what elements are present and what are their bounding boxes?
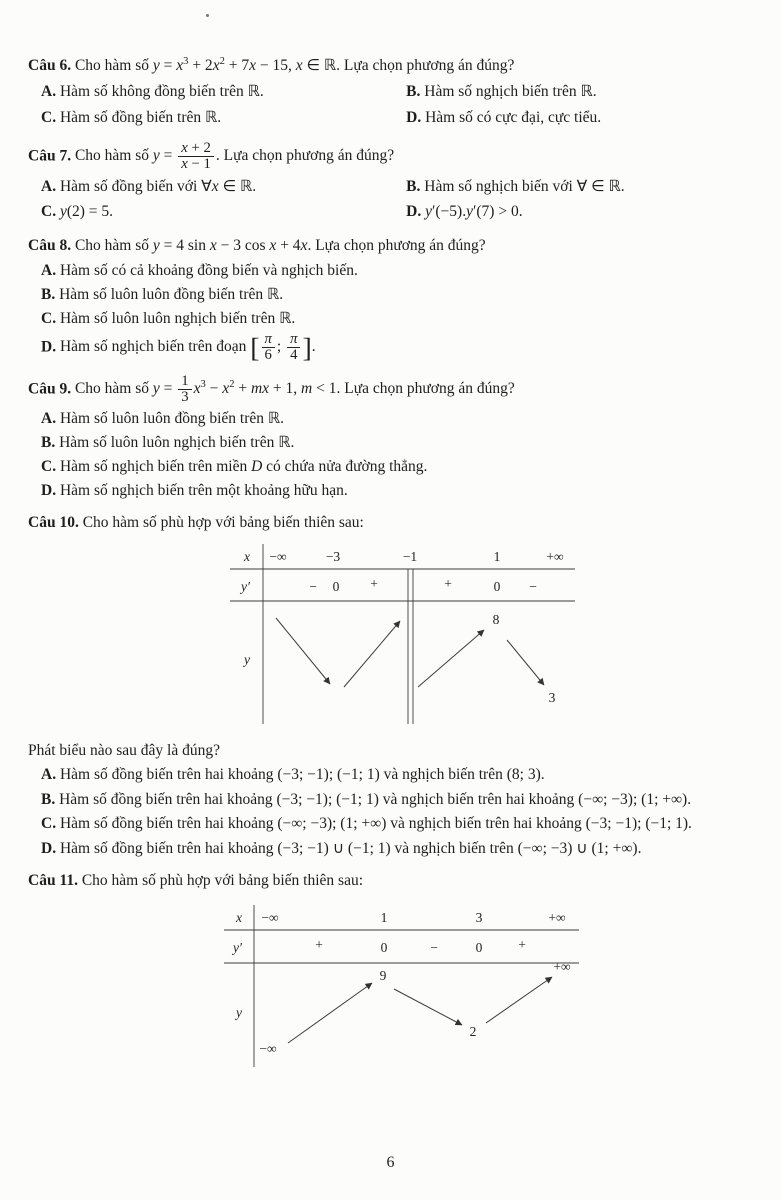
stem-text: Cho hàm số phù hợp với bảng biến thiên sau: bbox=[82, 513, 364, 531]
option-label: A. bbox=[41, 409, 57, 427]
option-text: Hàm số nghịch biến trên miền D có chứa nửa đường thẳng. bbox=[59, 457, 428, 475]
options bbox=[28, 80, 757, 131]
y-end-value: +∞ bbox=[553, 958, 571, 974]
option-label: D. bbox=[406, 203, 422, 221]
row-label-yprime: y′ bbox=[241, 579, 250, 595]
sign: + bbox=[444, 576, 452, 592]
question-number: Câu 8. bbox=[28, 237, 72, 255]
page-number: 6 bbox=[386, 1153, 395, 1171]
option-label: C. bbox=[41, 457, 57, 475]
x-value: +∞ bbox=[548, 909, 566, 925]
x-value: 1 bbox=[380, 909, 388, 925]
question-6 bbox=[28, 54, 757, 131]
option-label: D. bbox=[41, 338, 57, 356]
option-text: Hàm số luôn luôn đồng biến trên ℝ. bbox=[59, 409, 285, 427]
options bbox=[28, 408, 757, 502]
question-stem bbox=[28, 141, 757, 173]
question-number: Câu 11. bbox=[28, 872, 78, 890]
option-b bbox=[406, 81, 757, 103]
option-text: Hàm số luôn luôn nghịch biến trên ℝ. bbox=[59, 309, 296, 327]
option-label: C. bbox=[41, 108, 57, 126]
question-number: Câu 7. bbox=[28, 147, 72, 165]
option-d bbox=[41, 332, 757, 364]
stem-text: Cho hàm số y = $\frac{1}{3}$ $x^3 - x^2$ + mx + 1, m < 1. Lựa chọn phương án đúng? bbox=[74, 372, 515, 406]
row-label-yprime: y′ bbox=[233, 939, 242, 955]
option-label: C. bbox=[41, 203, 57, 221]
option-label: B. bbox=[41, 285, 56, 303]
option-label: C. bbox=[41, 815, 57, 833]
question-stem bbox=[28, 512, 757, 534]
sign: − bbox=[430, 939, 438, 955]
question-stem bbox=[28, 374, 757, 406]
y-max-value: 9 bbox=[379, 967, 387, 983]
option-text: Hàm số có cực đại, cực tiểu. bbox=[425, 108, 602, 126]
question-11 bbox=[28, 870, 757, 1074]
row-label-x: x bbox=[236, 909, 242, 925]
question-stem bbox=[28, 235, 757, 257]
variation-table-svg bbox=[224, 905, 579, 1067]
question-9 bbox=[28, 374, 757, 502]
variation-table-q11 bbox=[224, 905, 757, 1074]
arrow-decreasing bbox=[394, 989, 462, 1025]
sign: 0 bbox=[493, 579, 501, 595]
option-label: A. bbox=[41, 83, 57, 101]
x-value: 3 bbox=[475, 909, 483, 925]
option-text: Hàm số có cả khoảng đồng biến và nghịch biến. bbox=[59, 261, 358, 279]
sign: + bbox=[370, 576, 378, 592]
option-text: Hàm số luôn luôn nghịch biến trên ℝ. bbox=[59, 433, 295, 451]
y-max-value: 8 bbox=[492, 612, 500, 628]
x-value: 1 bbox=[493, 549, 501, 565]
option-c bbox=[41, 201, 406, 223]
scan-artifact-dot bbox=[206, 14, 209, 17]
option-a bbox=[41, 81, 406, 103]
question-number: Câu 6. bbox=[28, 57, 72, 75]
question-number: Câu 10. bbox=[28, 513, 79, 531]
option-b bbox=[406, 176, 757, 198]
option-b bbox=[28, 789, 757, 811]
option-a bbox=[41, 260, 757, 282]
y-start-value: −∞ bbox=[259, 1040, 277, 1056]
option-c bbox=[41, 308, 757, 330]
option-d bbox=[406, 201, 757, 223]
option-label: D. bbox=[406, 108, 422, 126]
option-label: D. bbox=[41, 481, 57, 499]
option-text: Hàm số đồng biến trên hai khoảng (−3; −1); (−1; 1) và nghịch biến trên hai khoảng (−∞; −3); (1; +∞). bbox=[59, 790, 692, 808]
row-label-x: x bbox=[244, 549, 250, 565]
question-10 bbox=[28, 512, 757, 860]
option-label: A. bbox=[41, 177, 57, 195]
row-label-y: y bbox=[244, 652, 250, 668]
y-end-value: 3 bbox=[548, 690, 556, 706]
row-label-y: y bbox=[236, 1004, 242, 1020]
option-b bbox=[41, 284, 757, 306]
question-stem bbox=[28, 870, 757, 892]
option-label: C. bbox=[41, 309, 57, 327]
y-min-value: 2 bbox=[469, 1023, 477, 1039]
option-a bbox=[41, 408, 757, 430]
x-value: −3 bbox=[325, 549, 341, 565]
option-text: Hàm số nghịch biến trên ℝ. bbox=[424, 83, 597, 101]
option-text: Hàm số đồng biến trên hai khoảng (−3; −1) ∪ (−1; 1) và nghịch biến trên (−∞; −3) ∪ (1; +∞). bbox=[59, 839, 642, 857]
option-d bbox=[28, 838, 757, 860]
option-text: Hàm số nghịch biến với ∀ ∈ ℝ. bbox=[424, 177, 625, 195]
options bbox=[28, 764, 757, 860]
stem-text: Cho hàm số y = $\frac{x + 2}{x - 1}$ . Lựa chọn phương án đúng? bbox=[74, 139, 395, 173]
option-d bbox=[406, 107, 757, 129]
option-label: A. bbox=[41, 766, 57, 784]
option-a bbox=[28, 764, 757, 786]
x-value: −1 bbox=[402, 549, 418, 565]
option-text: Hàm số đồng biến với ∀x ∈ ℝ. bbox=[59, 177, 257, 195]
option-a bbox=[41, 176, 406, 198]
question-8 bbox=[28, 235, 757, 363]
options bbox=[28, 174, 757, 225]
arrow-increasing bbox=[418, 630, 484, 687]
sign: 0 bbox=[380, 939, 388, 955]
stem-text: Cho hàm số y = 4 sin x − 3 cos x + 4x. Lựa chọn phương án đúng? bbox=[74, 237, 486, 255]
option-text: Hàm số nghịch biến trên đoạn [ $\frac{\pi}{6}$ ; $\frac{\pi}{4}$ ]. bbox=[59, 330, 316, 365]
option-label: B. bbox=[406, 83, 421, 101]
option-c bbox=[41, 107, 406, 129]
arrow-increasing bbox=[344, 621, 400, 687]
sign: − bbox=[529, 579, 537, 595]
option-text: Hàm số đồng biến trên hai khoảng (−3; −1); (−1; 1) và nghịch biến trên (8; 3). bbox=[59, 766, 545, 784]
variation-table-svg bbox=[230, 544, 575, 724]
option-label: B. bbox=[406, 177, 421, 195]
option-text: Hàm số nghịch biến trên một khoảng hữu hạn. bbox=[59, 481, 348, 499]
sign: − bbox=[309, 579, 317, 595]
option-c bbox=[28, 813, 757, 835]
option-label: D. bbox=[41, 839, 57, 857]
option-text: Hàm số luôn luôn đồng biến trên ℝ. bbox=[59, 285, 284, 303]
option-label: B. bbox=[41, 433, 56, 451]
stem-text: Cho hàm số $y = x^3 + 2x^2 + 7x - 15$, x ∈ ℝ. Lựa chọn phương án đúng? bbox=[74, 56, 515, 75]
stem-text: Cho hàm số phù hợp với bảng biến thiên sau: bbox=[81, 872, 364, 890]
question-7 bbox=[28, 141, 757, 226]
arrow-decreasing bbox=[276, 618, 330, 684]
question-stem bbox=[28, 54, 757, 78]
arrow-decreasing bbox=[507, 640, 544, 685]
option-text: Hàm số đồng biến trên ℝ. bbox=[59, 108, 222, 126]
sign: 0 bbox=[332, 579, 340, 595]
arrow-increasing bbox=[486, 977, 552, 1023]
option-c bbox=[41, 456, 757, 478]
sign: + bbox=[315, 936, 323, 952]
option-d bbox=[41, 480, 757, 502]
options bbox=[28, 260, 757, 364]
option-text: Hàm số không đồng biến trên ℝ. bbox=[59, 83, 264, 101]
sign: + bbox=[518, 936, 526, 952]
question-number: Câu 9. bbox=[28, 380, 72, 398]
option-b bbox=[41, 432, 757, 454]
x-value: +∞ bbox=[546, 549, 564, 565]
followup-question: Phát biểu nào sau đây là đúng? bbox=[28, 741, 220, 759]
option-label: B. bbox=[41, 790, 56, 808]
sign: 0 bbox=[475, 939, 483, 955]
option-text: Hàm số đồng biến trên hai khoảng (−∞; −3); (1; +∞) và nghịch biến trên hai khoảng (−3; −1); (−1; 1). bbox=[59, 815, 692, 833]
variation-table-q10 bbox=[230, 544, 757, 731]
option-text: y(2) = 5. bbox=[59, 203, 114, 221]
option-text: y′(−5).y′(7) > 0. bbox=[425, 203, 523, 221]
arrow-increasing bbox=[288, 983, 372, 1043]
x-value: −∞ bbox=[261, 909, 279, 925]
option-label: A. bbox=[41, 261, 57, 279]
x-value: −∞ bbox=[269, 549, 287, 565]
